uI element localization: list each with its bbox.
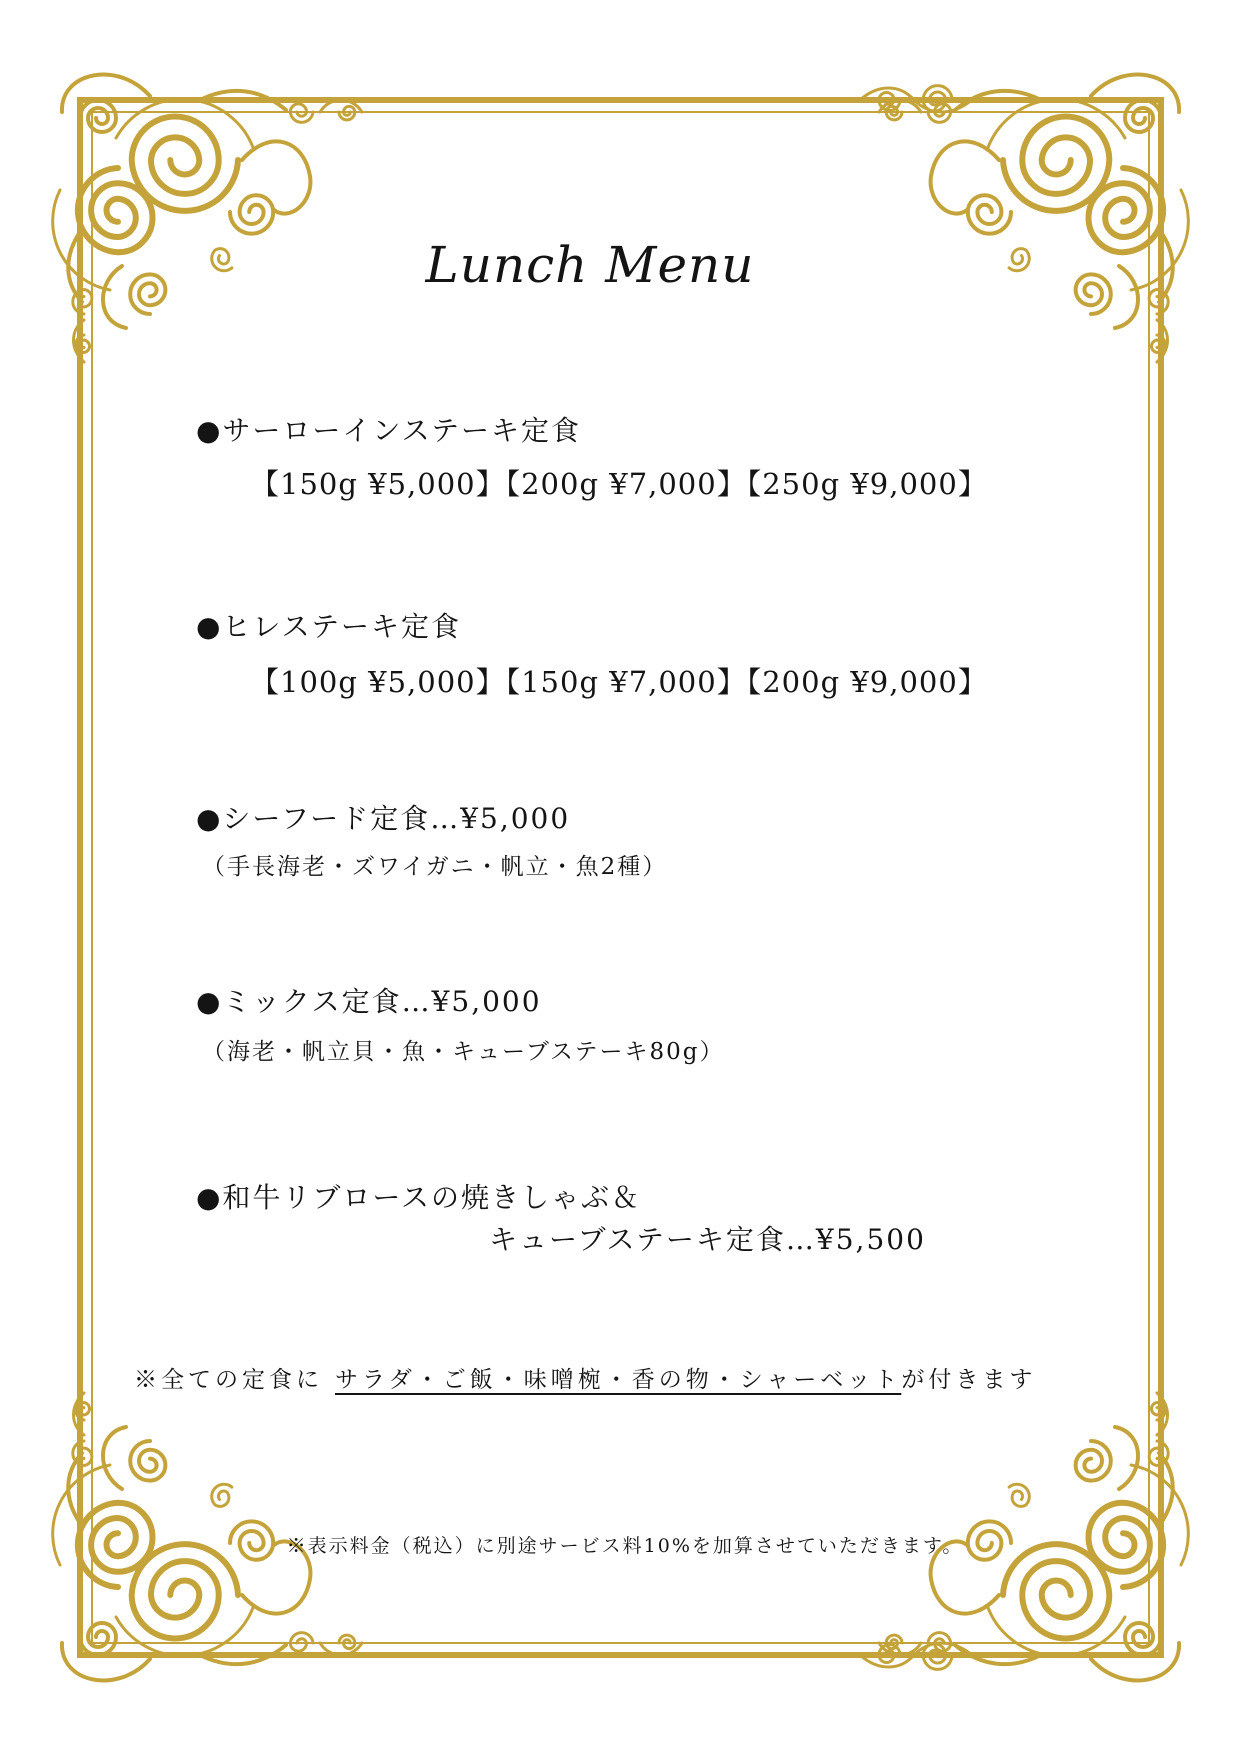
menu-item-wagyu-line2: キューブステーキ定食…¥5,500 <box>489 1223 926 1256</box>
swirl-ornament <box>80 100 116 132</box>
menu-item-fillet-steak: ●ヒレステーキ定食 <box>196 610 462 643</box>
included-sides-note <box>134 1369 1036 1392</box>
menu-item-sirloin-steak: ●サーローインステーキ定食 <box>196 414 582 447</box>
note-suffix: が付きます <box>901 1367 1037 1393</box>
fillet-steak-prices: 【100g ¥5,000】【150g ¥7,000】【200g ¥9,000】 <box>250 665 988 699</box>
scroll-flourish <box>242 141 310 213</box>
swirl-ornament <box>290 104 313 122</box>
sirloin-steak-prices: 【150g ¥5,000】【200g ¥7,000】【250g ¥9,000】 <box>250 467 988 501</box>
swirl-ornament <box>230 195 273 233</box>
service-charge-note: ※表示料金（税込）に別途サービス料10%を加算させていただきます。 <box>286 1535 964 1557</box>
menu-item-seafood: ●シーフード定食…¥5,000 <box>196 802 571 835</box>
menu-title: Lunch Menu <box>425 236 755 294</box>
menu-item-wagyu-line1: ●和牛リブロースの焼きしゃぶ＆ <box>196 1181 642 1214</box>
note-prefix: ※全ての定食に <box>134 1367 323 1393</box>
seafood-detail: （手長海老・ズワイガニ・帆立・魚2種） <box>202 854 668 880</box>
menu-item-mixed: ●ミックス定食…¥5,000 <box>196 985 542 1018</box>
corner-ornament-top-left <box>53 75 362 362</box>
swirl-ornament <box>339 106 355 120</box>
mixed-detail: （海老・帆立貝・魚・キューブステーキ80g） <box>202 1039 725 1065</box>
corner-ornament-top-right <box>879 75 1188 362</box>
note-included-items: サラダ・ご飯・味噌椀・香の物・シャーベット <box>335 1367 902 1393</box>
scroll-flourish <box>62 75 150 112</box>
